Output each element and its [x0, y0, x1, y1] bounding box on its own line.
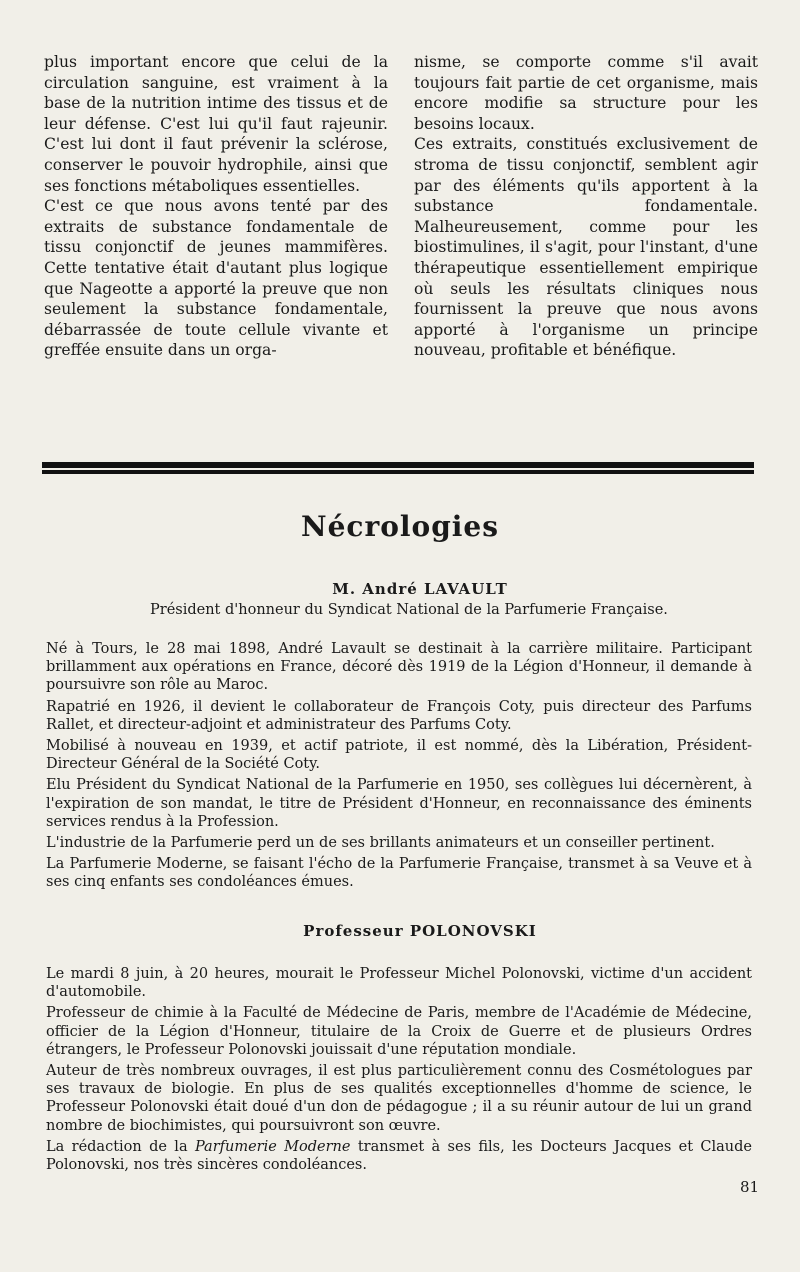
obituary-paragraph: Né à Tours, le 28 mai 1898, André Lavault se destinait à la carrière militaire. Participant brillamment aux opérations en France, décoré dès 1919 de la Légion d'Honneur, il demande à poursuivre son rôle au Maroc. [46, 641, 752, 694]
left-column-paragraph: plus important encore que celui de la circulation sanguine, est vraiment à la base de la nutrition intime des tissus et de leur défense. C'est lui qu'il faut rajeunir. C'est lui dont il faut prévenir la sclérose, conserver le pouvoir hydrophile, ainsi que ses fonctions métaboliques essentielles. [44, 53, 388, 195]
right-column-paragraph: Ces extraits, constitués exclusivement de stroma de tissu conjonctif, semblent agir par des éléments qu'ils apportent à la substance fondamentale. Malheureusement, comme pour les biostimulines, il s'agit, pour l'instant, d'une thérapeutique essentiellement empirique où seuls les résultats cliniques nous fournissent la preuve que nous avons apporté à l'organisme un principe nouveau, profitable et bénéfique. [414, 135, 758, 360]
top-text-columns [44, 52, 758, 361]
right-column-paragraph: nisme, se comporte comme s'il avait toujours fait partie de cet organisme, mais encore modifie sa structure pour les besoins locaux. [414, 53, 758, 133]
obituary-paragraph: Mobilisé à nouveau en 1939, et actif patriote, il est nommé, dès la Libération, Président-Directeur Général de la Société Coty. [46, 738, 752, 773]
section-title: Nécrologies [301, 510, 499, 543]
obituary-name-lavault: M. André LAVAULT [332, 580, 508, 598]
obituary-paragraph: La Parfumerie Moderne, se faisant l'écho de la Parfumerie Française, transmet à sa Veuve et à ses cinq enfants ses condoléances émues. [46, 856, 752, 891]
obituary-paragraph: Rapatrié en 1926, il devient le collaborateur de François Coty, puis directeur des Parfums Rallet, et directeur-adjoint et administrateur des Parfums Coty. [46, 698, 752, 733]
obituary-closing-paragraph [46, 1138, 752, 1174]
page-number: 81 [740, 1178, 760, 1196]
obituary-polonovski-text [46, 965, 752, 1177]
obituary-paragraph: Le mardi 8 juin, à 20 heures, mourait le Professeur Michel Polonovski, victime d'un accident d'automobile. [46, 966, 752, 1001]
section-divider-thin [42, 470, 754, 474]
obituary-paragraph: L'industrie de la Parfumerie perd un de ses brillants animateurs et un conseiller pertinent. [46, 835, 715, 852]
obituary-paragraph: Elu Président du Syndicat National de la Parfumerie en 1950, ses collègues lui décernèrent, à l'expiration de son mandat, le titre de Président d'Honneur, en reconnaissance des éminents services rendus à la Profession. [46, 777, 752, 830]
section-divider-thick [42, 462, 754, 468]
obituary-paragraph: Auteur de très nombreux ouvrages, il est plus particulièrement connu des Cosmétologues par ses travaux de biologie. En plus de ses qualités exceptionnelles d'homme de science, le Professeur Polonovski était doué d'un don de pédagogue ; il a su réunir autour de lui un grand nombre de biochimistes, qui poursuivront son œuvre. [46, 1063, 752, 1134]
obituary-name-polonovski: Professeur POLONOVSKI [303, 922, 537, 940]
obituary-subtitle: Président d'honneur du Syndicat National de la Parfumerie Française. [150, 602, 668, 618]
publication-title: Parfumerie Moderne [194, 1138, 351, 1155]
right-column [414, 52, 758, 361]
left-column [44, 52, 388, 361]
obituary-lavault-text [46, 640, 752, 895]
left-column-paragraph: C'est ce que nous avons tenté par des extraits de substance fondamentale de tissu conjonctif de jeunes mammifères. Cette tentative était d'autant plus logique que Nageotte a apporté la preuve que non seulement la substance fondamentale, débarrassée de toute cellule vivante et greffée ensuite dans un orga- [44, 197, 388, 360]
closing-text-start: La rédaction de la [46, 1138, 195, 1155]
obituary-paragraph: Professeur de chimie à la Faculté de Médecine de Paris, membre de l'Académie de Médecine, officier de la Légion d'Honneur, titulaire de la Croix de Guerre et de plusieurs Ordres étrangers, le Professeur Polonovski jouissait d'une réputation mondiale. [46, 1005, 752, 1058]
closing-text-end: transmet à ses fils, les Docteurs Jacques et Claude Polonovski, nos très sincères condoléances. [46, 1138, 752, 1174]
